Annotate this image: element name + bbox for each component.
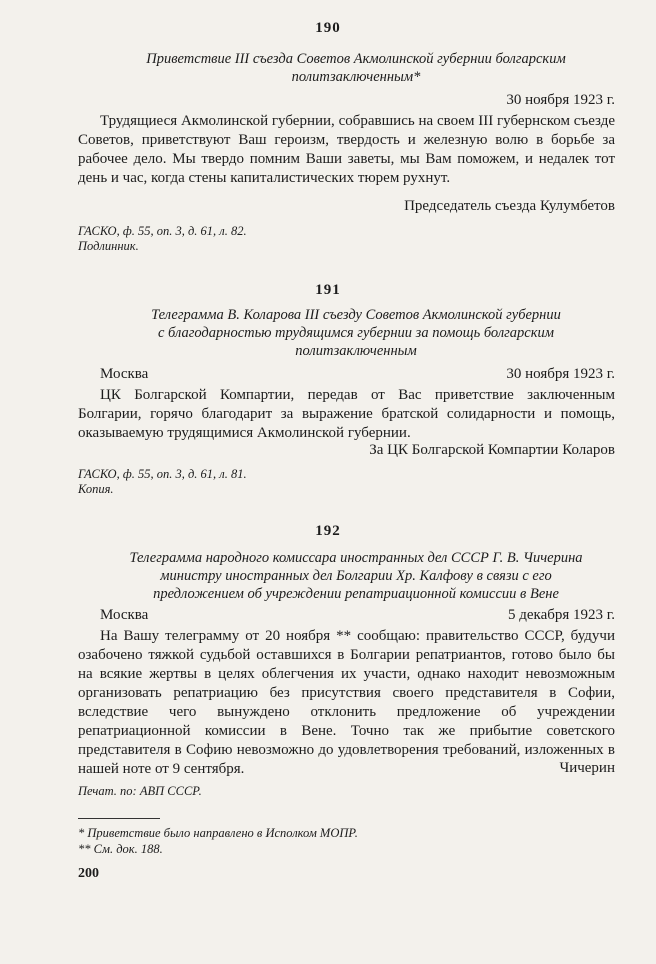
doc-191-archive-ref: ГАСКО, ф. 55, оп. 3, д. 61, л. 81. xyxy=(78,467,247,481)
doc-191-archive xyxy=(78,467,247,497)
doc-192-heading-line-2: министру иностранных дел Болгарии Хр. Калфову в связи с его xyxy=(160,568,552,584)
doc-191-place: Москва xyxy=(100,366,149,382)
doc-192-body: На Вашу телеграмму от 20 ноября ** сообщаю: правительство СССР, будучи озабочено тяжкой судьбой оставшихся в Болгарии репатриантов, готово было бы на всякие жертвы в целях облегчения их участи, однако находит невозможным организовать репатриацию без присутствия своего представителя в Софии, вследствие чего вынуждено отклонить предложение об учреждении репатриационной комиссии в Вене. Точно так же прибытие советского представителя в Софию невозможно до удовлетворения требований, изложенных в нашей ноте от 9 сентября. xyxy=(78,628,615,777)
doc-192-heading xyxy=(86,549,626,603)
footnote-1: * Приветствие было направлено в Исполком МОПР. xyxy=(78,826,358,840)
doc-190-number: 190 xyxy=(315,20,341,36)
doc-191-signature: За ЦК Болгарской Компартии Коларов xyxy=(369,442,615,458)
doc-192-place-date xyxy=(100,607,615,624)
footnotes xyxy=(78,825,358,857)
doc-191-heading-line-3: политзаключенным xyxy=(295,343,417,359)
doc-190-body: Трудящиеся Акмолинской губернии, собравшись на своем III губернском съезде Советов, приветствуют Ваш героизм, твердость и железную волю в борьбе за рабочее дело. Мы твердо помним Ваши заветы, мы Вам поможем, и недалек тот день и час, когда стены капиталистических тюрем рухнут. xyxy=(78,113,615,186)
doc-192-date: 5 декабря 1923 г. xyxy=(508,607,615,623)
doc-191-body: ЦК Болгарской Компартии, передав от Вас приветствие заключенным Болгарии, горячо благодарит за выражение братской солидарности и помощь, оказываемую трудящимися Акмолинской губернии. xyxy=(78,387,615,441)
doc-192-signature: Чичерин xyxy=(559,760,615,776)
doc-192-heading-line-1: Телеграмма народного комиссара иностранных дел СССР Г. В. Чичерина xyxy=(129,550,583,566)
doc-190-archive-ref: ГАСКО, ф. 55, оп. 3, д. 61, л. 82. xyxy=(78,224,247,238)
doc-190-date-line xyxy=(100,92,615,109)
doc-191-archive-type: Копия. xyxy=(78,482,114,496)
doc-190-archive-type: Подлинник. xyxy=(78,239,139,253)
doc-192-place: Москва xyxy=(100,607,149,623)
doc-192-archive: Печат. по: АВП СССР. xyxy=(78,784,202,798)
doc-191-heading xyxy=(86,306,626,360)
footnote-2: ** См. док. 188. xyxy=(78,842,163,856)
doc-190-archive xyxy=(78,224,247,254)
doc-190-heading-line-1: Приветствие III съезда Советов Акмолинской губернии болгарским xyxy=(146,51,566,67)
doc-191-heading-line-2: с благодарностью трудящимся губернии за помощь болгарским xyxy=(157,325,555,341)
doc-191-number: 191 xyxy=(315,282,341,298)
page-number: 200 xyxy=(78,866,99,881)
footnote-rule xyxy=(78,818,160,819)
doc-190-signature: Председатель съезда Кулумбетов xyxy=(404,198,615,214)
doc-192-heading-line-3: предложением об учреждении репатриационной комиссии в Вене xyxy=(153,586,559,602)
doc-190-heading-line-2: политзаключенным* xyxy=(291,69,421,85)
doc-191-place-date xyxy=(100,366,615,383)
doc-192-number: 192 xyxy=(315,523,341,539)
doc-190-heading xyxy=(86,50,626,86)
doc-191-heading-line-1: Телеграмма В. Коларова III съезду Советов Акмолинской губернии xyxy=(151,307,561,323)
doc-191-date: 30 ноября 1923 г. xyxy=(506,366,615,382)
doc-190-date: 30 ноября 1923 г. xyxy=(506,92,615,108)
